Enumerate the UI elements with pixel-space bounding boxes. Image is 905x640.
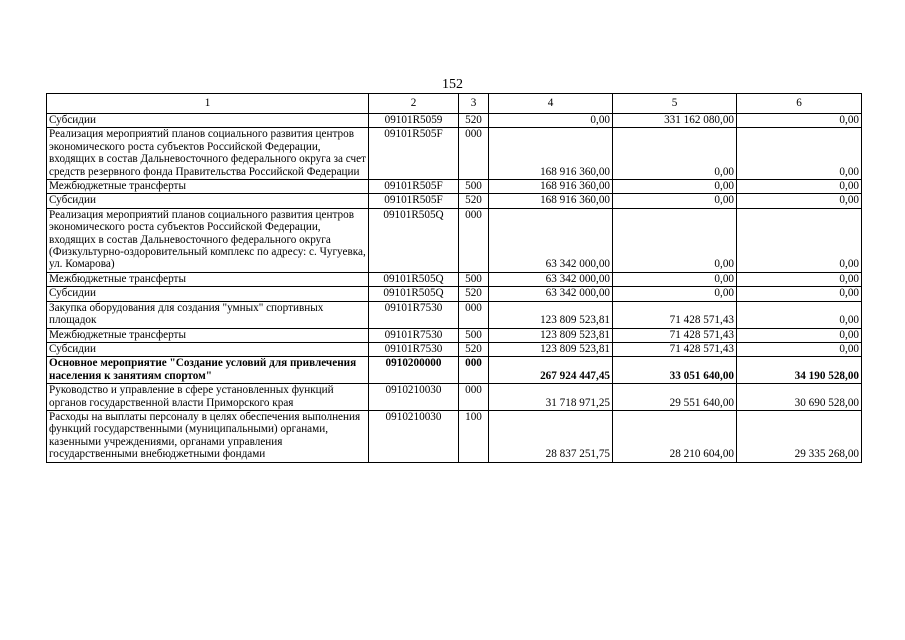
row-name-cell: Реализация мероприятий планов социального развития центров экономического роста субъектов Российской Федерации, входящих в состав Дальневосточного федерального округа (Физкультурно-оздоровительный комплекс по адресу: с. Чугуевка, ул. Комарова)	[47, 208, 369, 272]
row-value-col4-cell: 63 342 000,00	[489, 272, 613, 286]
row-name-cell: Реализация мероприятий планов социального развития центров экономического роста субъектов Российской Федерации, входящих в состав Дальневосточного федерального округа за счет средств резервного фонда Правительства Российской Федерации	[47, 128, 369, 180]
row-name-cell: Субсидии	[47, 342, 369, 356]
row-value-col4-cell: 168 916 360,00	[489, 180, 613, 194]
table-row	[47, 208, 862, 272]
row-value-col4-cell: 28 837 251,75	[489, 410, 613, 462]
table-row	[47, 128, 862, 180]
row-type-cell: 000	[459, 357, 489, 384]
row-value-col5-cell: 0,00	[613, 128, 737, 180]
row-value-col4-cell: 123 809 523,81	[489, 301, 613, 328]
column-header: 2	[369, 94, 459, 114]
row-type-cell: 500	[459, 272, 489, 286]
row-value-col5-cell: 28 210 604,00	[613, 410, 737, 462]
table-row	[47, 180, 862, 194]
row-value-col6-cell: 30 690 528,00	[737, 384, 862, 411]
row-code-cell: 09101R7530	[369, 301, 459, 328]
row-value-col5-cell: 71 428 571,43	[613, 342, 737, 356]
row-value-col6-cell: 0,00	[737, 194, 862, 208]
table-row	[47, 410, 862, 462]
budget-table	[46, 93, 862, 463]
row-code-cell: 09101R505Q	[369, 287, 459, 301]
column-header: 5	[613, 94, 737, 114]
row-code-cell: 09101R505Q	[369, 272, 459, 286]
row-value-col6-cell: 0,00	[737, 272, 862, 286]
row-name-cell: Субсидии	[47, 114, 369, 128]
row-value-col5-cell: 0,00	[613, 208, 737, 272]
row-name-cell: Закупка оборудования для создания "умных" спортивных площадок	[47, 301, 369, 328]
row-code-cell: 09101R505F	[369, 194, 459, 208]
row-value-col5-cell: 29 551 640,00	[613, 384, 737, 411]
table-header-row	[47, 94, 862, 114]
row-code-cell: 09101R505F	[369, 180, 459, 194]
row-value-col5-cell: 71 428 571,43	[613, 301, 737, 328]
row-type-cell: 100	[459, 410, 489, 462]
table-row	[47, 301, 862, 328]
row-value-col6-cell: 0,00	[737, 208, 862, 272]
row-code-cell: 0910210030	[369, 384, 459, 411]
row-value-col6-cell: 0,00	[737, 328, 862, 342]
row-value-col5-cell: 0,00	[613, 194, 737, 208]
row-code-cell: 09101R5059	[369, 114, 459, 128]
table-row	[47, 384, 862, 411]
column-header: 4	[489, 94, 613, 114]
table-row	[47, 194, 862, 208]
row-value-col5-cell: 0,00	[613, 272, 737, 286]
row-value-col5-cell: 0,00	[613, 180, 737, 194]
row-type-cell: 520	[459, 287, 489, 301]
row-value-col6-cell: 34 190 528,00	[737, 357, 862, 384]
row-name-cell: Субсидии	[47, 287, 369, 301]
row-code-cell: 09101R505Q	[369, 208, 459, 272]
table-row	[47, 342, 862, 356]
row-type-cell: 520	[459, 194, 489, 208]
row-type-cell: 520	[459, 342, 489, 356]
row-value-col5-cell: 0,00	[613, 287, 737, 301]
column-header: 3	[459, 94, 489, 114]
row-value-col6-cell: 0,00	[737, 287, 862, 301]
row-code-cell: 09101R505F	[369, 128, 459, 180]
row-value-col5-cell: 331 162 080,00	[613, 114, 737, 128]
row-name-cell: Расходы на выплаты персоналу в целях обеспечения выполнения функций государственными (муниципальными) органами, казенными учреждениями, органами управления государственными внебюджетными фондами	[47, 410, 369, 462]
row-value-col4-cell: 267 924 447,45	[489, 357, 613, 384]
row-code-cell: 0910210030	[369, 410, 459, 462]
row-value-col4-cell: 123 809 523,81	[489, 342, 613, 356]
row-type-cell: 500	[459, 180, 489, 194]
row-value-col6-cell: 0,00	[737, 128, 862, 180]
row-code-cell: 09101R7530	[369, 328, 459, 342]
row-name-cell: Межбюджетные трансферты	[47, 272, 369, 286]
row-value-col6-cell: 0,00	[737, 180, 862, 194]
row-type-cell: 000	[459, 384, 489, 411]
table-row	[47, 357, 862, 384]
row-value-col4-cell: 31 718 971,25	[489, 384, 613, 411]
row-code-cell: 0910200000	[369, 357, 459, 384]
row-name-cell: Межбюджетные трансферты	[47, 328, 369, 342]
row-name-cell: Межбюджетные трансферты	[47, 180, 369, 194]
row-value-col5-cell: 71 428 571,43	[613, 328, 737, 342]
row-name-cell: Руководство и управление в сфере установленных функций органов государственной власти Приморского края	[47, 384, 369, 411]
table-row	[47, 272, 862, 286]
row-value-col4-cell: 168 916 360,00	[489, 128, 613, 180]
page-number: 152	[442, 77, 463, 92]
row-value-col4-cell: 63 342 000,00	[489, 208, 613, 272]
row-type-cell: 000	[459, 208, 489, 272]
row-value-col4-cell: 123 809 523,81	[489, 328, 613, 342]
row-value-col6-cell: 29 335 268,00	[737, 410, 862, 462]
row-type-cell: 000	[459, 301, 489, 328]
row-value-col6-cell: 0,00	[737, 301, 862, 328]
row-value-col5-cell: 33 051 640,00	[613, 357, 737, 384]
row-type-cell: 500	[459, 328, 489, 342]
row-code-cell: 09101R7530	[369, 342, 459, 356]
row-type-cell: 000	[459, 128, 489, 180]
table-row	[47, 287, 862, 301]
row-name-cell: Субсидии	[47, 194, 369, 208]
table-row	[47, 328, 862, 342]
column-header: 1	[47, 94, 369, 114]
row-name-cell: Основное мероприятие "Создание условий для привлечения населения к занятиям спортом"	[47, 357, 369, 384]
row-value-col6-cell: 0,00	[737, 342, 862, 356]
row-type-cell: 520	[459, 114, 489, 128]
row-value-col4-cell: 0,00	[489, 114, 613, 128]
column-header: 6	[737, 94, 862, 114]
row-value-col6-cell: 0,00	[737, 114, 862, 128]
row-value-col4-cell: 168 916 360,00	[489, 194, 613, 208]
table-row	[47, 114, 862, 128]
row-value-col4-cell: 63 342 000,00	[489, 287, 613, 301]
